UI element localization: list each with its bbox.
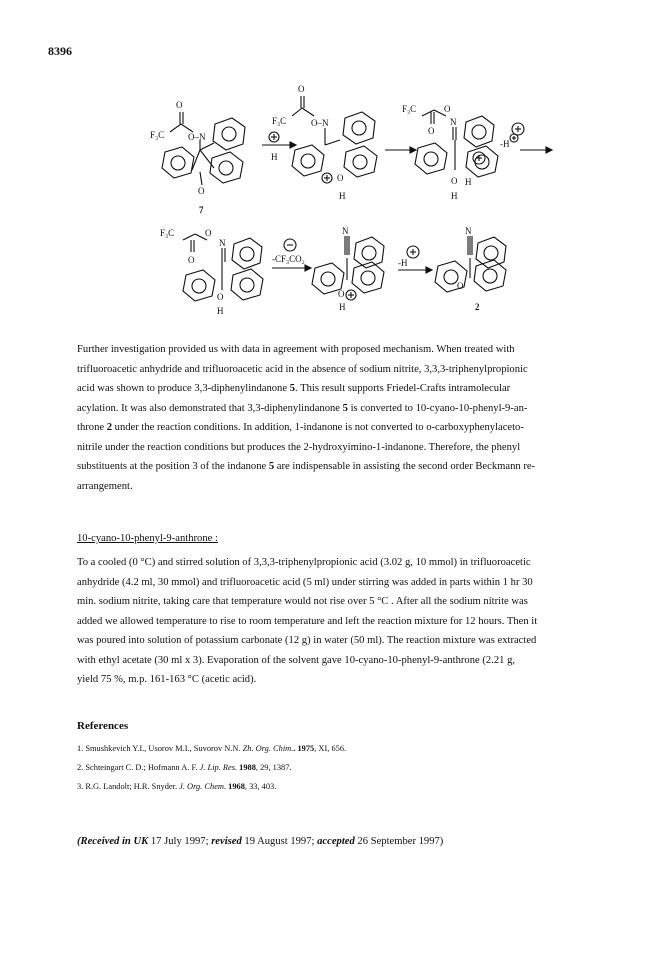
reference-item: 1. Smushkevich Y.I., Usorov M.I., Suvorov N.N. Zh. Org. Chim.. 1975, XI, 656. bbox=[77, 744, 347, 753]
svg-text:-H: -H bbox=[398, 258, 408, 268]
text-line: yield 75 %, m.p. 161-163 °C (acetic acid). bbox=[77, 674, 257, 685]
text-line: nitrile under the reaction conditions but produces the 2-hydroxyimino-1-indanone. Therefore, the phenyl bbox=[77, 441, 521, 453]
svg-text:F₃C: F₃C bbox=[150, 130, 165, 140]
svg-text:H: H bbox=[339, 191, 346, 201]
svg-text:O: O bbox=[337, 173, 344, 183]
svg-text:7: 7 bbox=[199, 205, 204, 215]
svg-text:O–N: O–N bbox=[188, 132, 206, 142]
svg-text:H: H bbox=[451, 191, 458, 201]
scheme-compound-2 bbox=[435, 226, 506, 312]
page-number: 8396 bbox=[48, 44, 72, 58]
text-line: substituents at the position 3 of the indanone 5 are indispensable in assisting the second order Beckmann re- bbox=[77, 461, 536, 472]
scheme-compound-protonated bbox=[272, 84, 377, 201]
text-line: min. sodium nitrite, taking care that temperature would not rise over 5 °C . After all the sodium nitrite was bbox=[77, 596, 528, 607]
svg-text:O: O bbox=[428, 126, 435, 136]
svg-text:O: O bbox=[188, 255, 195, 265]
svg-text:F₃C: F₃C bbox=[160, 228, 175, 238]
text-line: trifluoroacetic anhydride and trifluoroacetic acid in the absence of sodium nitrite, 3,3,3-triphenylpropionic bbox=[77, 363, 528, 375]
svg-text:F₃C: F₃C bbox=[272, 116, 287, 126]
svg-text:O: O bbox=[298, 84, 305, 94]
text-line: was poured into solution of potassium carbonate (12 g) in water (50 ml). The reaction mixture was extracted bbox=[77, 635, 537, 646]
discussion-paragraph bbox=[77, 340, 605, 496]
svg-text:O: O bbox=[451, 176, 458, 186]
svg-text:H: H bbox=[271, 152, 278, 162]
text-line: acid was shown to produce 3,3-diphenylindanone 5. This result supports Friedel-Crafts intramolecular bbox=[77, 383, 511, 394]
svg-text:O: O bbox=[338, 289, 345, 299]
svg-text:O: O bbox=[217, 292, 224, 302]
text-line: Further investigation provided us with data in agreement with proposed mechanism. When treated with bbox=[77, 344, 515, 355]
experimental-paragraph bbox=[77, 553, 605, 690]
text-line: arrangement. bbox=[77, 480, 133, 492]
scheme-compound-rearranged bbox=[402, 104, 498, 201]
svg-text:2: 2 bbox=[475, 302, 480, 312]
text-line: throne 2 under the reaction conditions. In addition, 1-indanone is not converted to o-carboxyphenylaceto- bbox=[77, 422, 524, 433]
svg-text:O: O bbox=[205, 228, 212, 238]
svg-text:O–N: O–N bbox=[311, 118, 329, 128]
svg-text:H: H bbox=[465, 177, 472, 187]
svg-text:H: H bbox=[339, 302, 346, 312]
scheme-compound-iminium bbox=[160, 228, 263, 316]
svg-text:N: N bbox=[465, 226, 472, 236]
text-line: added we allowed temperature to rise to room temperature and left the reaction mixture for 12 hours. Then it bbox=[77, 615, 538, 627]
svg-text:N: N bbox=[450, 117, 457, 127]
svg-text:F₃C: F₃C bbox=[402, 104, 417, 114]
svg-text:N: N bbox=[342, 226, 349, 236]
text-line: To a cooled (0 °C) and stirred solution of 3,3,3-triphenylpropionic acid (3.02 g, 10 mmol) in trifluoroacetic bbox=[77, 557, 531, 568]
svg-text:-H: -H bbox=[500, 139, 510, 149]
svg-text:O: O bbox=[176, 100, 183, 110]
experimental-title: 10-cyano-10-phenyl-9-anthrone : bbox=[77, 533, 218, 544]
svg-text:O: O bbox=[198, 186, 205, 196]
svg-text:O: O bbox=[457, 281, 464, 291]
reference-item: 3. R.G. Landolt; H.R. Snyder. J. Org. Chem. 1968, 33, 403. bbox=[77, 782, 277, 791]
received-dates: (Received in UK 17 July 1997; revised 19 August 1997; accepted 26 September 1997) bbox=[77, 836, 444, 847]
text-line: anhydride (4.2 ml, 30 mmol) and trifluoroacetic acid (5 ml) under stirring was added in parts within 1 hr 30 bbox=[77, 576, 533, 588]
svg-text:-CF₃CO₂: -CF₃CO₂ bbox=[272, 254, 305, 264]
text-line: acylation. It was also demonstrated that 3,3-diphenylindanone 5 is converted to 10-cyano-10-phenyl-9-an- bbox=[77, 402, 528, 414]
references-heading: References bbox=[77, 720, 129, 732]
reference-item: 2. Schteingart C. D.; Hofmann A. F. J. Lip. Res. 1988, 29, 1387. bbox=[77, 763, 292, 772]
reaction-scheme bbox=[0, 0, 663, 330]
scheme-compound-nitrile-cation bbox=[312, 226, 384, 312]
svg-text:N: N bbox=[219, 238, 226, 248]
scheme-compound-7 bbox=[150, 100, 245, 215]
svg-text:H: H bbox=[217, 306, 224, 316]
text-line: with ethyl acetate (30 ml x 3). Evaporation of the solvent gave 10-cyano-10-phenyl-9-anthrone (2.21 g, bbox=[77, 654, 516, 666]
svg-text:O: O bbox=[444, 104, 451, 114]
